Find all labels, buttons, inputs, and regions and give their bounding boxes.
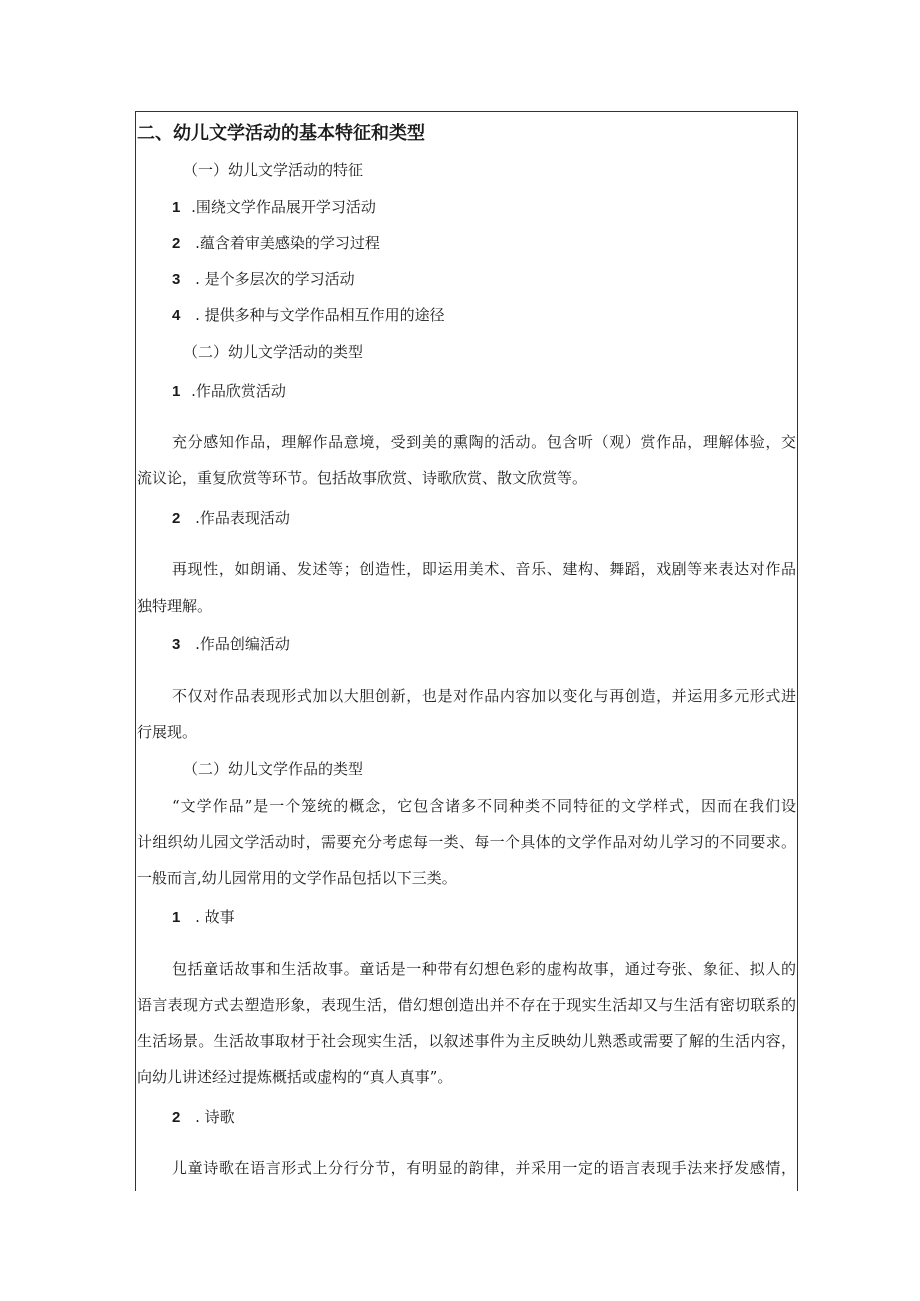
list-item xyxy=(172,381,286,402)
item-number: 1 xyxy=(172,909,181,926)
section-heading-activity-types: （二）幼儿文学活动的类型 xyxy=(183,343,364,361)
item-title: .作品表现活动 xyxy=(195,509,290,527)
paragraph-line: 语言表现方式去塑造形象，表现生活，借幻想创造出并不存在于现实生活却又与生活有密切联系的 xyxy=(137,996,796,1014)
list-item xyxy=(172,634,290,655)
list-item xyxy=(172,508,290,529)
paragraph-line: 包括童话故事和生活故事。童话是一种带有幻想色彩的虚构故事，通过夸张、象征、拟人的 xyxy=(172,960,796,978)
item-text: .围绕文学作品展开学习活动 xyxy=(191,198,376,216)
paragraph-line: 一般而言,幼儿园常用的文学作品包括以下三类。 xyxy=(137,869,457,887)
paragraph-line: 向幼儿讲述经过提炼概括或虚构的“真人真事”。 xyxy=(137,1068,453,1086)
list-item xyxy=(172,269,355,290)
section-heading-work-types: （二）幼儿文学作品的类型 xyxy=(183,760,364,778)
list-item xyxy=(172,907,235,928)
item-text: . 提供多种与文学作品相互作用的途径 xyxy=(195,306,445,324)
list-item xyxy=(172,197,376,218)
item-number: 2 xyxy=(172,510,181,527)
item-number: 4 xyxy=(172,307,181,324)
item-number: 3 xyxy=(172,271,181,288)
item-number: 1 xyxy=(172,199,181,216)
paragraph-line: 儿童诗歌在语言形式上分行分节，有明显的韵律，并采用一定的语言表现手法来抒发感情， xyxy=(172,1159,796,1177)
item-title: . 故事 xyxy=(195,908,235,926)
item-title: .作品欣赏活动 xyxy=(191,382,286,400)
item-number: 3 xyxy=(172,636,181,653)
paragraph-line: 生活场景。生活故事取材于社会现实生活，以叙述事件为主反映幼儿熟悉或需要了解的生活内容， xyxy=(137,1032,796,1050)
paragraph-line: 再现性，如朗诵、发述等；创造性，即运用美术、音乐、建构、舞蹈，戏剧等来表达对作品 xyxy=(172,560,796,578)
list-item xyxy=(172,233,380,254)
item-title: .作品创编活动 xyxy=(195,635,290,653)
paragraph-line: 不仅对作品表现形式加以大胆创新，也是对作品内容加以变化与再创造，并运用多元形式进 xyxy=(172,687,796,705)
paragraph-line: 流议论，重复欣赏等环节。包括故事欣赏、诗歌欣赏、散文欣赏等。 xyxy=(137,469,588,487)
list-item xyxy=(172,1107,235,1128)
page-title: 二、幼儿文学活动的基本特征和类型 xyxy=(137,123,425,144)
item-text: .蕴含着审美感染的学习过程 xyxy=(195,234,380,252)
item-title: . 诗歌 xyxy=(195,1108,235,1126)
paragraph-line: 独特理解。 xyxy=(137,597,213,615)
item-text: . 是个多层次的学习活动 xyxy=(195,270,355,288)
paragraph-line: 充分感知作品，理解作品意境，受到美的熏陶的活动。包含听（观）赏作品，理解体验，交 xyxy=(172,433,796,451)
list-item xyxy=(172,305,445,326)
paragraph-line: 行展现。 xyxy=(137,723,198,741)
section-heading-features: （一）幼儿文学活动的特征 xyxy=(183,161,364,179)
item-number: 2 xyxy=(172,235,181,252)
item-number: 1 xyxy=(172,383,181,400)
paragraph-line: “文学作品”是一个笼统的概念，它包含诸多不同种类不同特征的文学样式，因而在我们设 xyxy=(172,797,796,815)
item-number: 2 xyxy=(172,1109,181,1126)
paragraph-line: 计组织幼儿园文学活动时，需要充分考虑每一类、每一个具体的文学作品对幼儿学习的不同要求。 xyxy=(137,833,796,851)
